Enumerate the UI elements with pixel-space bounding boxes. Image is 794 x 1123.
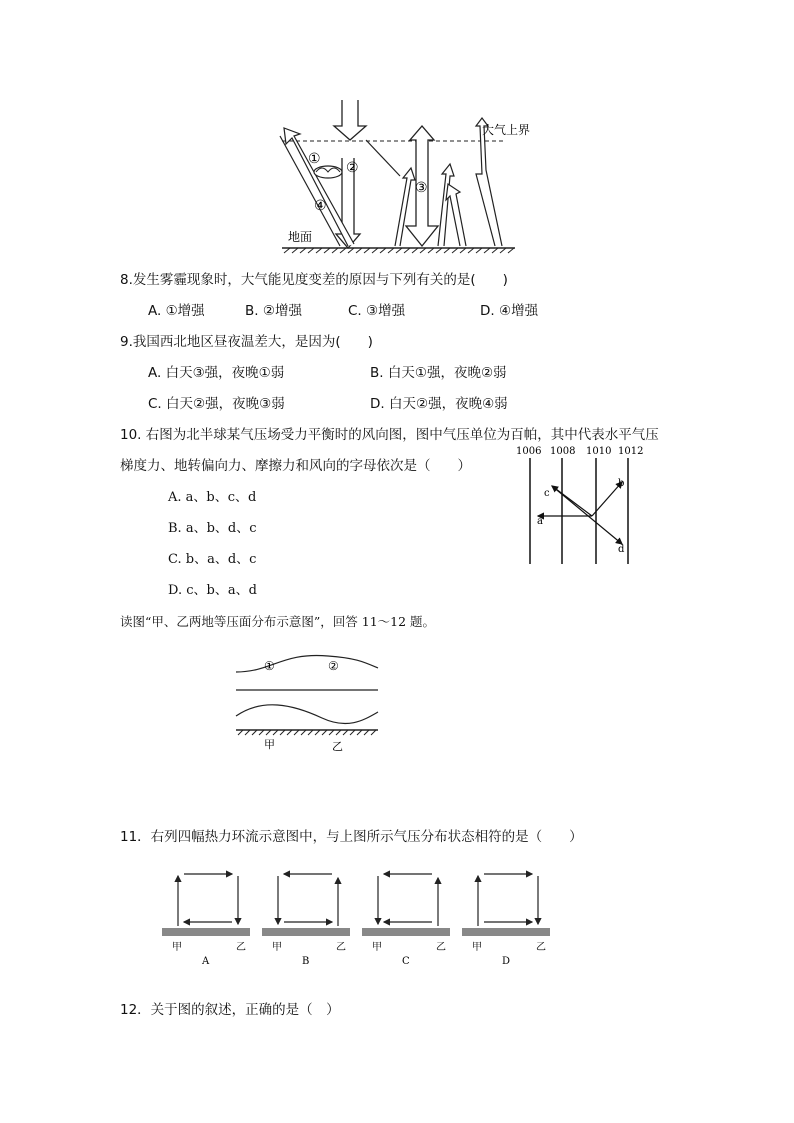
q10-option-d[interactable]: D. c、b、a、d [168,583,257,598]
q9-stem: 9.我国西北地区昼夜温差大，是因为( ) [120,334,373,350]
circulation-diagram-b [262,874,350,967]
isobar-label-1010: 1010 [586,446,612,457]
q10-stem-line2: 梯度力、地转偏向力、摩擦力和风向的字母依次是（ ） [120,458,471,474]
isobaric-marker-2: ② [328,659,339,673]
isobaric-surface-upper [236,655,378,672]
vector-label-b: b [618,478,625,489]
circulation-choices [158,864,558,970]
q8-option-d[interactable]: D. ④增强 [480,303,539,319]
marker-2: ② [346,160,359,176]
q9-option-a[interactable]: A. 白天③强，夜晚①弱 [148,365,285,381]
atm-out-arrow [476,118,502,246]
circ-b-place-jia: 甲 [272,942,282,953]
circulation-diagram-a [162,874,250,967]
q12-stem: 12．关于图的叙述，正确的是（ ） [120,1002,340,1018]
solar-in-arrow [334,100,366,140]
radiation-diagram-svg [270,96,530,256]
circ-d-place-yi: 乙 [536,942,546,953]
circulation-diagram-d [462,874,550,967]
q8-option-a[interactable]: A. ①增强 [148,303,205,319]
atmosphere-top-label: 大气上界 [482,123,530,137]
circulation-diagram-c [362,874,450,967]
q11-stem: 11．右列四幅热力环流示意图中，与上图所示气压分布状态相符的是（ ） [120,829,583,845]
q9-option-d[interactable]: D. 白天②强，夜晚④弱 [370,396,508,412]
q10-option-a[interactable]: A. a、b、c、d [168,490,257,505]
choice-b: B [302,956,310,967]
circ-a-place-jia: 甲 [172,942,182,953]
atm-back-arrow [446,184,466,246]
q10-stem-line1: 10. 右图为北半球某气压场受力平衡时的风向图，图中气压单位为百帕，其中代表水平气压 [120,427,659,443]
place-yi: 乙 [332,740,343,753]
radiation-diagram [270,96,530,256]
q8-stem: 8.发生雾霾现象时，大气能见度变差的原因与下列有关的是( ) [120,272,508,288]
q9-option-b[interactable]: B. 白天①强，夜晚②弱 [370,365,507,381]
q8-option-c[interactable]: C. ③增强 [348,303,406,319]
isobar-label-1008: 1008 [550,446,576,457]
choice-d: D [502,956,511,967]
circ-d-place-jia: 甲 [472,942,482,953]
choice-c: C [402,956,410,967]
isobar-label-1006: 1006 [516,446,542,457]
q9-option-c[interactable]: C. 白天②强，夜晚③弱 [148,396,285,412]
q10-option-c[interactable]: C. b、a、d、c [168,552,257,567]
isobaric-marker-1: ① [264,659,275,673]
circ-c-place-yi: 乙 [436,942,446,953]
place-jia: 甲 [264,738,275,751]
marker-3: ③ [415,180,428,196]
q10-option-b[interactable]: B. a、b、d、c [168,521,257,536]
circ-c-place-jia: 甲 [372,942,382,953]
isobaric-surface-lower [236,705,378,724]
vector-label-c: c [544,488,550,499]
circ-b-place-yi: 乙 [336,942,346,953]
ground-label: 地面 [288,230,313,244]
isobar-label-1012: 1012 [618,446,644,457]
choice-a: A [202,956,210,967]
intro-11-12: 读图“甲、乙两地等压面分布示意图”，回答 11～12 题。 [120,614,436,629]
wind-force-diagram [512,444,652,566]
isobaric-surface-diagram [232,648,382,756]
vector-label-d: d [618,544,625,555]
circ-a-place-yi: 乙 [236,942,246,953]
marker-4: ④ [314,198,327,214]
marker-1: ① [308,151,321,167]
q8-option-b[interactable]: B. ②增强 [245,303,302,319]
vector-label-a: a [537,516,543,527]
